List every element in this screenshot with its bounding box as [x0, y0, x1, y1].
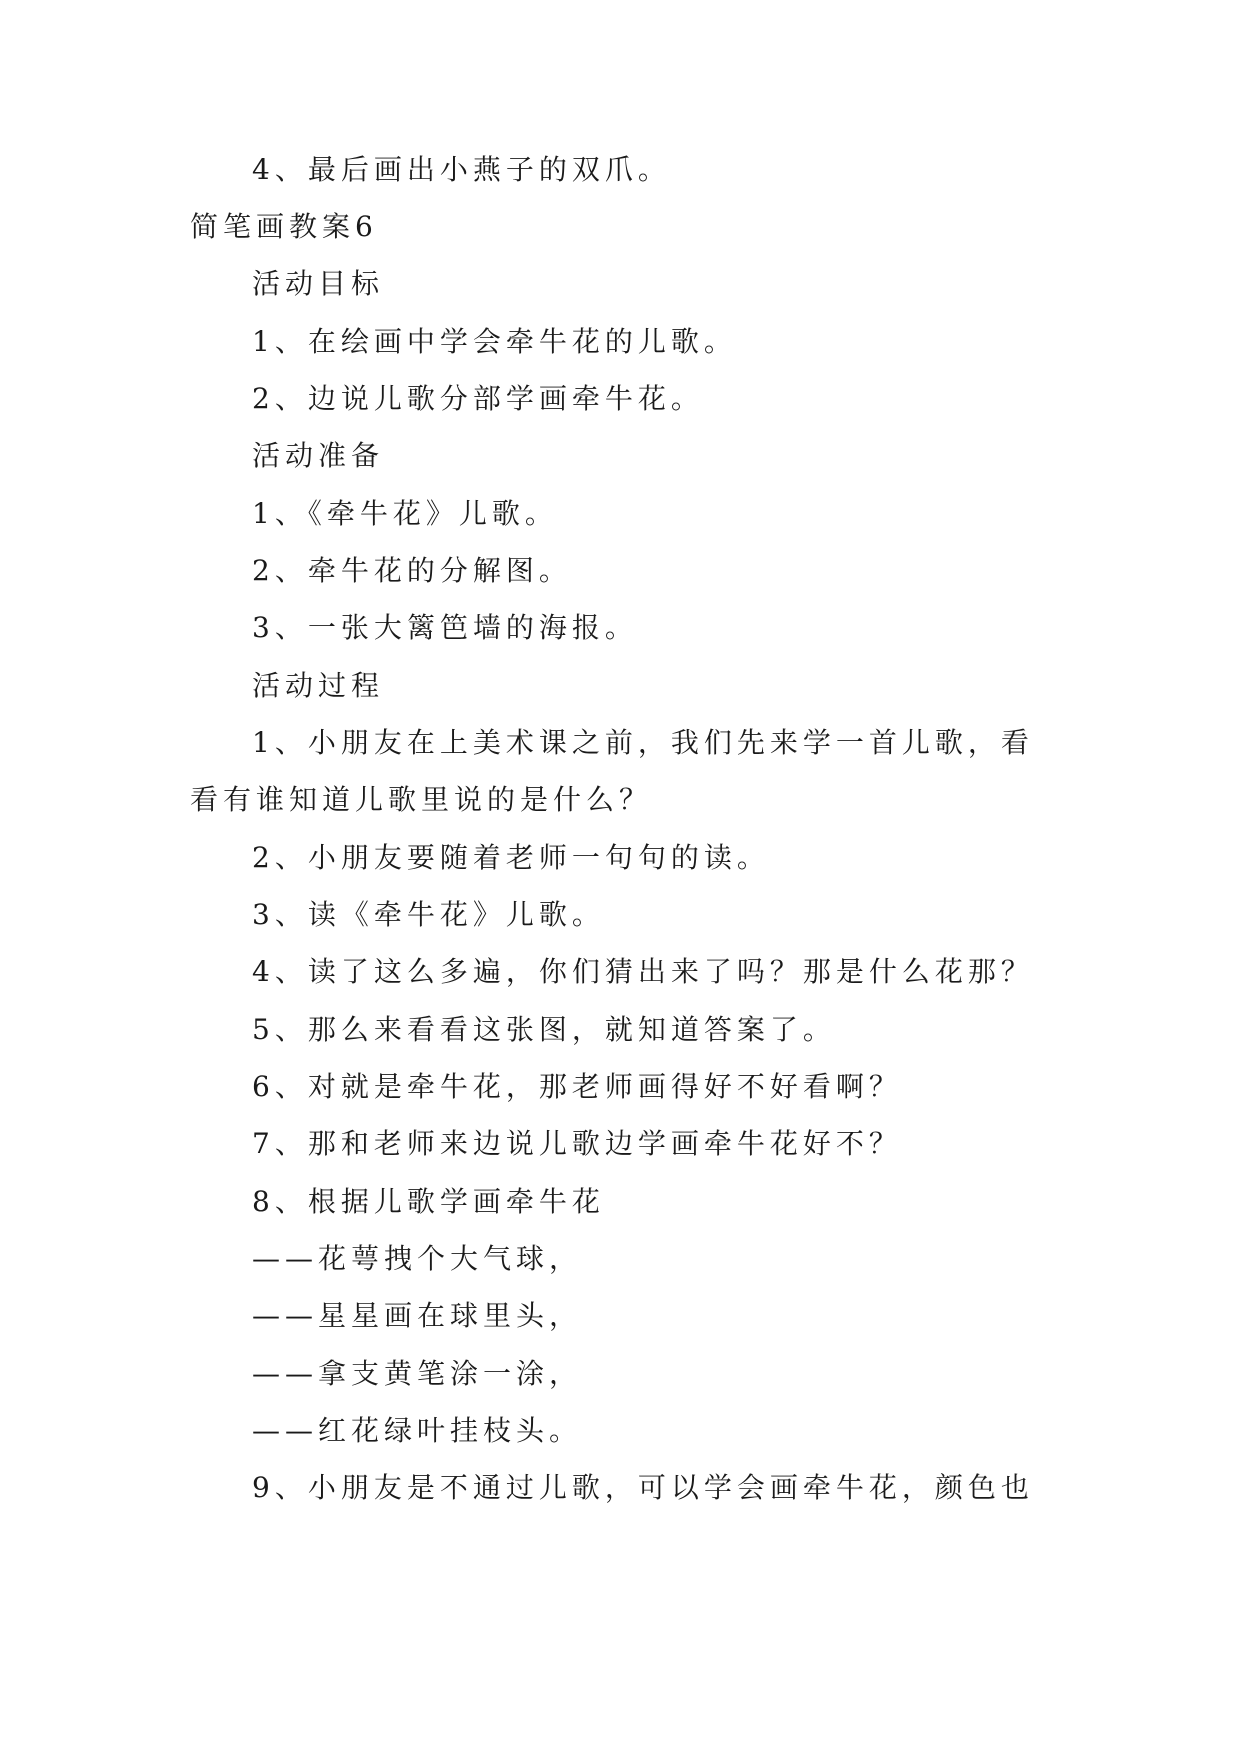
subheading: 活动目标 — [252, 267, 385, 300]
text-line: 2、牵牛花的分解图。 — [252, 554, 572, 587]
text-line: 1、小朋友在上美术课之前，我们先来学一首儿歌，看 — [252, 726, 1034, 759]
subheading: 活动过程 — [252, 669, 385, 702]
text-line-continuation: 看有谁知道儿歌里说的是什么？ — [190, 783, 653, 816]
text-line: 2、小朋友要随着老师一句句的读。 — [252, 841, 770, 874]
rhyme-line: ——红花绿叶挂枝头。 — [252, 1414, 583, 1447]
text-line: 3、读《牵牛花》儿歌。 — [252, 898, 605, 931]
text-line: 3、一张大篱笆墙的海报。 — [252, 611, 638, 644]
text-line: 9、小朋友是不通过儿歌，可以学会画牵牛花，颜色也 — [252, 1471, 1034, 1504]
text-line: 8、根据儿歌学画牵牛花 — [252, 1185, 605, 1218]
text-line: 6、对就是牵牛花，那老师画得好不好看啊？ — [252, 1070, 902, 1103]
text-line: 1、在绘画中学会牵牛花的儿歌。 — [252, 325, 737, 358]
text-line: 4、读了这么多遍，你们猜出来了吗？那是什么花那？ — [252, 955, 1034, 988]
rhyme-line: ——花萼拽个大气球， — [252, 1242, 583, 1275]
rhyme-line: ——拿支黄笔涂一涂， — [252, 1357, 583, 1390]
rhyme-line: ——星星画在球里头， — [252, 1299, 583, 1332]
text-line: 2、边说儿歌分部学画牵牛花。 — [252, 382, 704, 415]
section-heading: 简笔画教案6 — [190, 210, 378, 243]
text-line: 7、那和老师来边说儿歌边学画牵牛花好不？ — [252, 1127, 902, 1160]
text-line: 1、《牵牛花》儿歌。 — [252, 497, 558, 530]
text-line: 4、最后画出小燕子的双爪。 — [252, 153, 671, 186]
subheading: 活动准备 — [252, 439, 385, 472]
text-line: 5、那么来看看这张图，就知道答案了。 — [252, 1013, 836, 1046]
